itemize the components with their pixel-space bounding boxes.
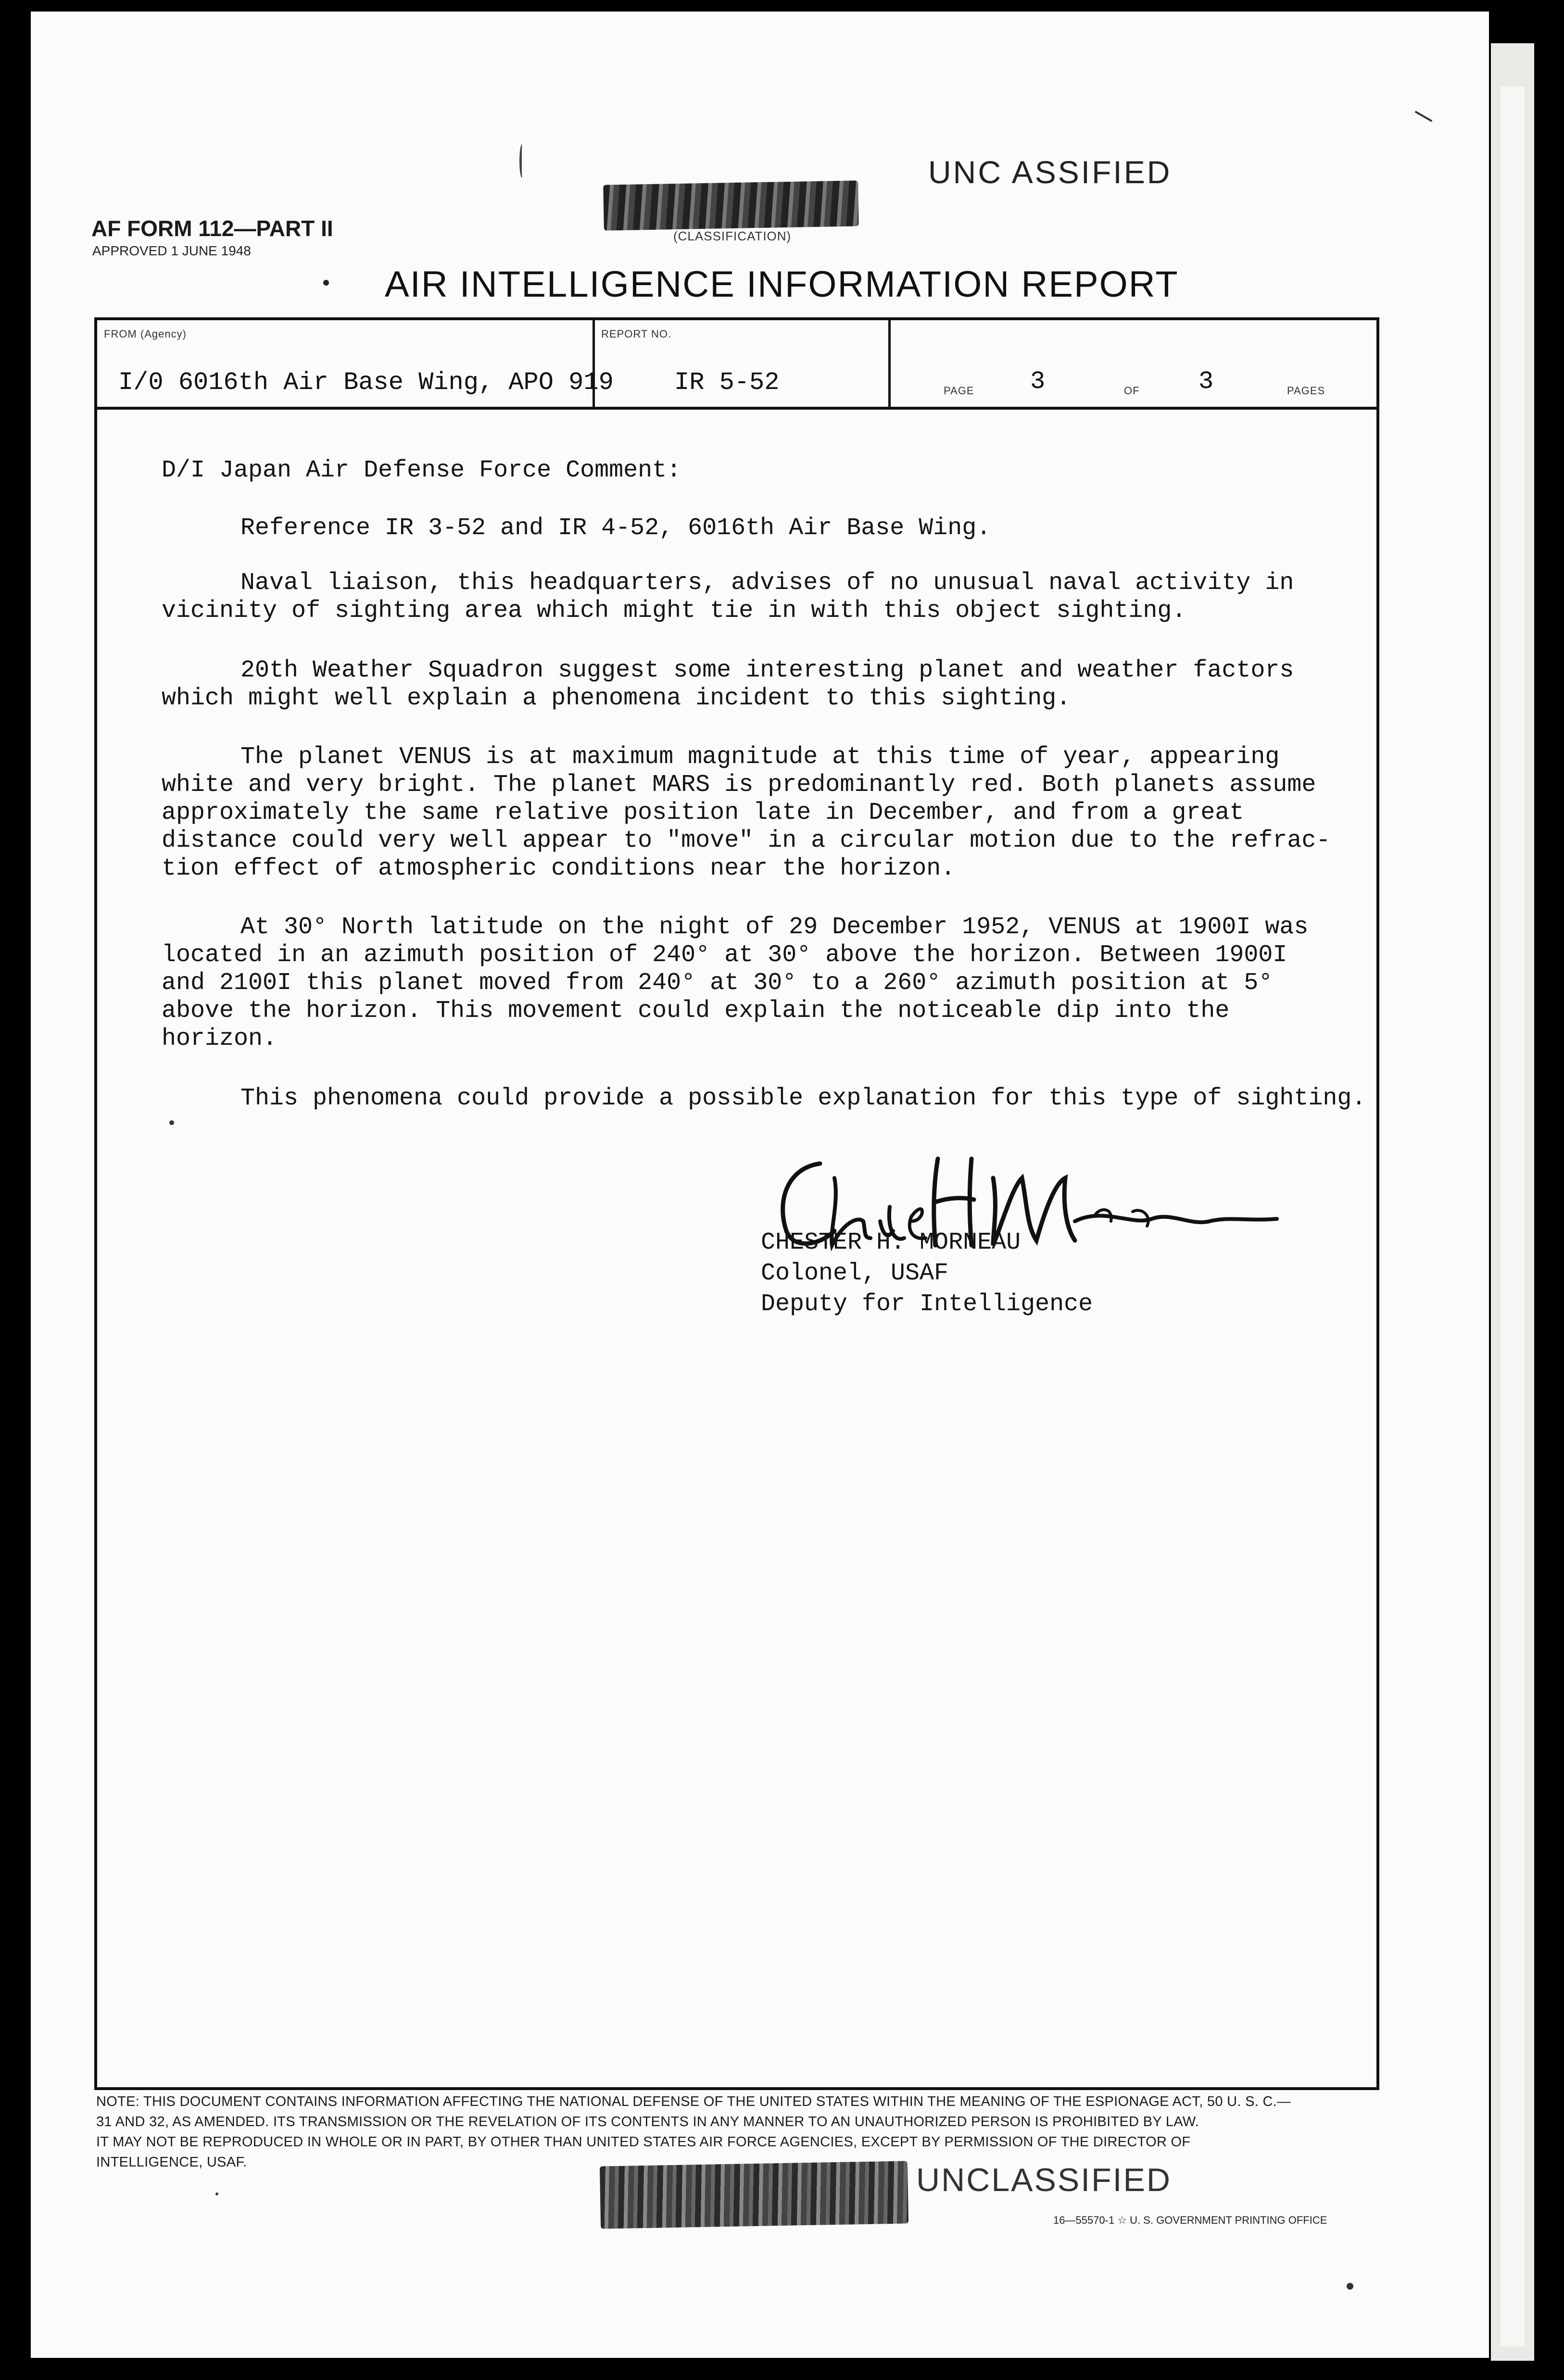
paragraph-line: vicinity of sighting area which might tie in with this object sighting. [162, 597, 1186, 625]
signer-name: CHESTER H. MORNEAU [761, 1229, 1021, 1256]
notice-line: IT MAY NOT BE REPRODUCED IN WHOLE OR IN PART, BY OTHER THAN UNITED STATES AIR FORCE AGENCIES, EXCEPT BY PERMISSION OF THE DIRECTOR OF [96, 2134, 1191, 2150]
printing-office-line: 16—55570-1 ☆ U. S. GOVERNMENT PRINTING OFFICE [1053, 2214, 1327, 2226]
bullet-mark [323, 280, 329, 286]
form-approved-date: APPROVED 1 JUNE 1948 [92, 243, 251, 258]
paragraph-line: approximately the same relative position late in December, and from a great [162, 799, 1244, 827]
of-label: OF [1124, 385, 1140, 397]
margin-mark [169, 1120, 174, 1125]
report-no-label: REPORT NO. [601, 328, 672, 340]
page-edge-strip-inner [1501, 87, 1525, 2346]
signer-rank: Colonel, USAF [761, 1260, 949, 1287]
paragraph-line: The planet VENUS is at maximum magnitude at this time of year, appearing [240, 743, 1280, 771]
from-label: FROM (Agency) [104, 328, 187, 340]
paragraph-line: horizon. [162, 1025, 277, 1052]
paragraph-line: Naval liaison, this headquarters, advises of no unusual naval activity in [240, 569, 1294, 597]
paragraph-line: above the horizon. This movement could explain the noticeable dip into the [162, 997, 1230, 1025]
of-value: 3 [1198, 367, 1214, 396]
margin-mark [215, 2192, 218, 2195]
classification-bottom: UNCLASSIFIED [916, 2162, 1172, 2198]
classification-stamp-bottom [600, 2161, 908, 2229]
paragraph-line: and 2100I this planet moved from 240° at 30° to a 260° azimuth position at 5° [162, 969, 1273, 997]
notice-line: NOTE: THIS DOCUMENT CONTAINS INFORMATION AFFECTING THE NATIONAL DEFENSE OF THE UNITED STATES WITHIN THE MEANING OF THE ESPIONAGE ACT, 50 U. S. C.— [96, 2094, 1291, 2109]
form-id: AF FORM 112—PART II [91, 216, 333, 241]
header-fields-row [97, 320, 1376, 410]
paragraph-line: white and very bright. The planet MARS is predominantly red. Both planets assume [162, 771, 1316, 799]
classification-label: (CLASSIFICATION) [673, 229, 792, 243]
legal-notice [96, 2092, 1404, 2172]
page-value: 3 [1030, 367, 1046, 396]
paragraph-line: tion effect of atmospheric conditions near the horizon. [162, 855, 956, 882]
report-no-value: IR 5-52 [674, 368, 780, 397]
paragraph-line: which might well explain a phenomena incident to this sighting. [162, 685, 1071, 712]
scan-mark [519, 144, 525, 178]
paragraph-line: At 30° North latitude on the night of 29 December 1952, VENUS at 1900I was [240, 914, 1309, 941]
margin-mark [1347, 2283, 1353, 2290]
paragraph-line: located in an azimuth position of 240° at 30° above the horizon. Between 1900I [162, 941, 1287, 969]
signer-title: Deputy for Intelligence [761, 1290, 1093, 1318]
field-divider [888, 320, 891, 407]
notice-line: INTELLIGENCE, USAF. [96, 2155, 247, 2170]
classification-top: UNC ASSIFIED [928, 154, 1172, 190]
paragraph-conclusion: This phenomena could provide a possible explanation for this type of sighting. [240, 1085, 1366, 1112]
classification-stamp-top [603, 180, 859, 230]
paragraph-line: 20th Weather Squadron suggest some interesting planet and weather factors [240, 657, 1294, 684]
page-label: PAGE [944, 385, 974, 397]
pages-label: PAGES [1287, 385, 1325, 397]
reference-line: Reference IR 3-52 and IR 4-52, 6016th Air Base Wing. [240, 514, 991, 542]
notice-line: 31 AND 32, AS AMENDED. ITS TRANSMISSION OR THE REVELATION OF ITS CONTENTS IN ANY MANNER TO AN UNAUTHORIZED PERSON IS PROHIBITED BY LAW. [96, 2114, 1199, 2129]
from-value: I/0 6016th Air Base Wing, APO 919 [118, 368, 614, 397]
paragraph-line: distance could very well appear to "move" in a circular motion due to the refrac- [162, 827, 1331, 854]
report-title: AIR INTELLIGENCE INFORMATION REPORT [385, 264, 1179, 305]
comment-heading: D/I Japan Air Defense Force Comment: [162, 457, 681, 484]
